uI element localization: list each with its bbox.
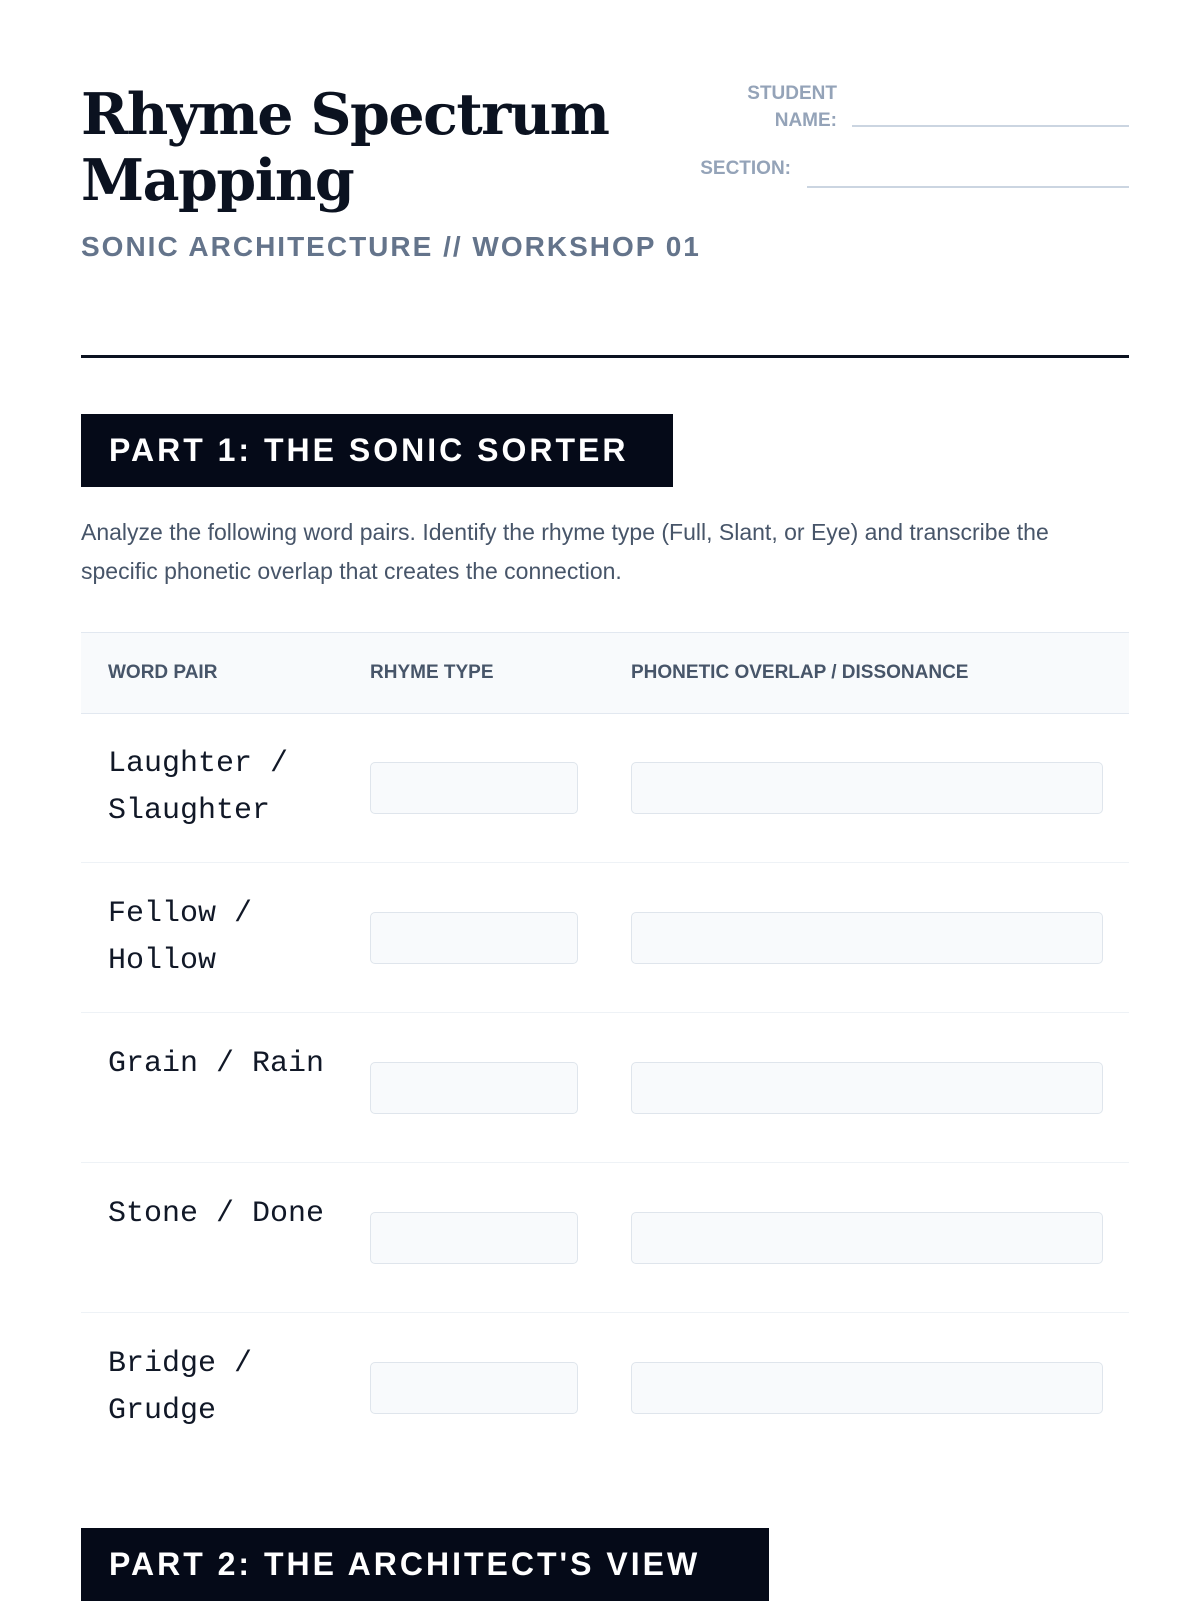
word-pair-text: Bridge / Grudge xyxy=(108,1347,253,1428)
rhyme-type-input[interactable] xyxy=(370,1062,578,1114)
table-row xyxy=(81,864,1129,1013)
part2-heading: PART 2: THE ARCHITECT'S VIEW xyxy=(81,1528,769,1601)
section-label: SECTION: xyxy=(700,158,791,179)
page-title: Rhyme Spectrum Mapping xyxy=(81,81,609,214)
rhyme-type-input[interactable] xyxy=(370,1212,578,1264)
column-header-word-pair: WORD PAIR xyxy=(108,662,218,683)
table-row xyxy=(81,1314,1129,1463)
page-subtitle: SONIC ARCHITECTURE // WORKSHOP 01 xyxy=(81,231,701,262)
rhyme-type-input[interactable] xyxy=(370,762,578,814)
word-pair-text: Laughter / Slaughter xyxy=(108,747,289,828)
word-pair-text: Stone / Done xyxy=(108,1197,325,1231)
rhyme-type-input[interactable] xyxy=(370,1362,578,1414)
phonetic-overlap-input[interactable] xyxy=(631,762,1103,814)
column-header-rhyme-type: RHYME TYPE xyxy=(370,662,494,683)
phonetic-overlap-input[interactable] xyxy=(631,1362,1103,1414)
table-header xyxy=(81,632,1129,714)
student-name-field[interactable] xyxy=(852,125,1129,127)
word-pair-text: Fellow / Hollow xyxy=(108,897,253,978)
phonetic-overlap-input[interactable] xyxy=(631,1212,1103,1264)
phonetic-overlap-input[interactable] xyxy=(631,912,1103,964)
section-field[interactable] xyxy=(807,186,1129,188)
part1-instructions: Analyze the following word pairs. Identify the rhyme type (Full, Slant, or Eye) and transcribe the specific phonetic overlap that creates the connection. xyxy=(81,519,1049,584)
table-row xyxy=(81,1014,1129,1163)
phonetic-overlap-input[interactable] xyxy=(631,1062,1103,1114)
word-pair-text: Grain / Rain xyxy=(108,1047,325,1081)
student-name-label: STUDENT NAME: xyxy=(747,83,837,131)
column-header-phonetic-overlap: PHONETIC OVERLAP / DISSONANCE xyxy=(631,662,969,683)
table-row xyxy=(81,1164,1129,1313)
header-divider xyxy=(81,355,1129,358)
rhyme-type-input[interactable] xyxy=(370,912,578,964)
table-row xyxy=(81,714,1129,863)
part1-heading: PART 1: THE SONIC SORTER xyxy=(81,414,673,487)
